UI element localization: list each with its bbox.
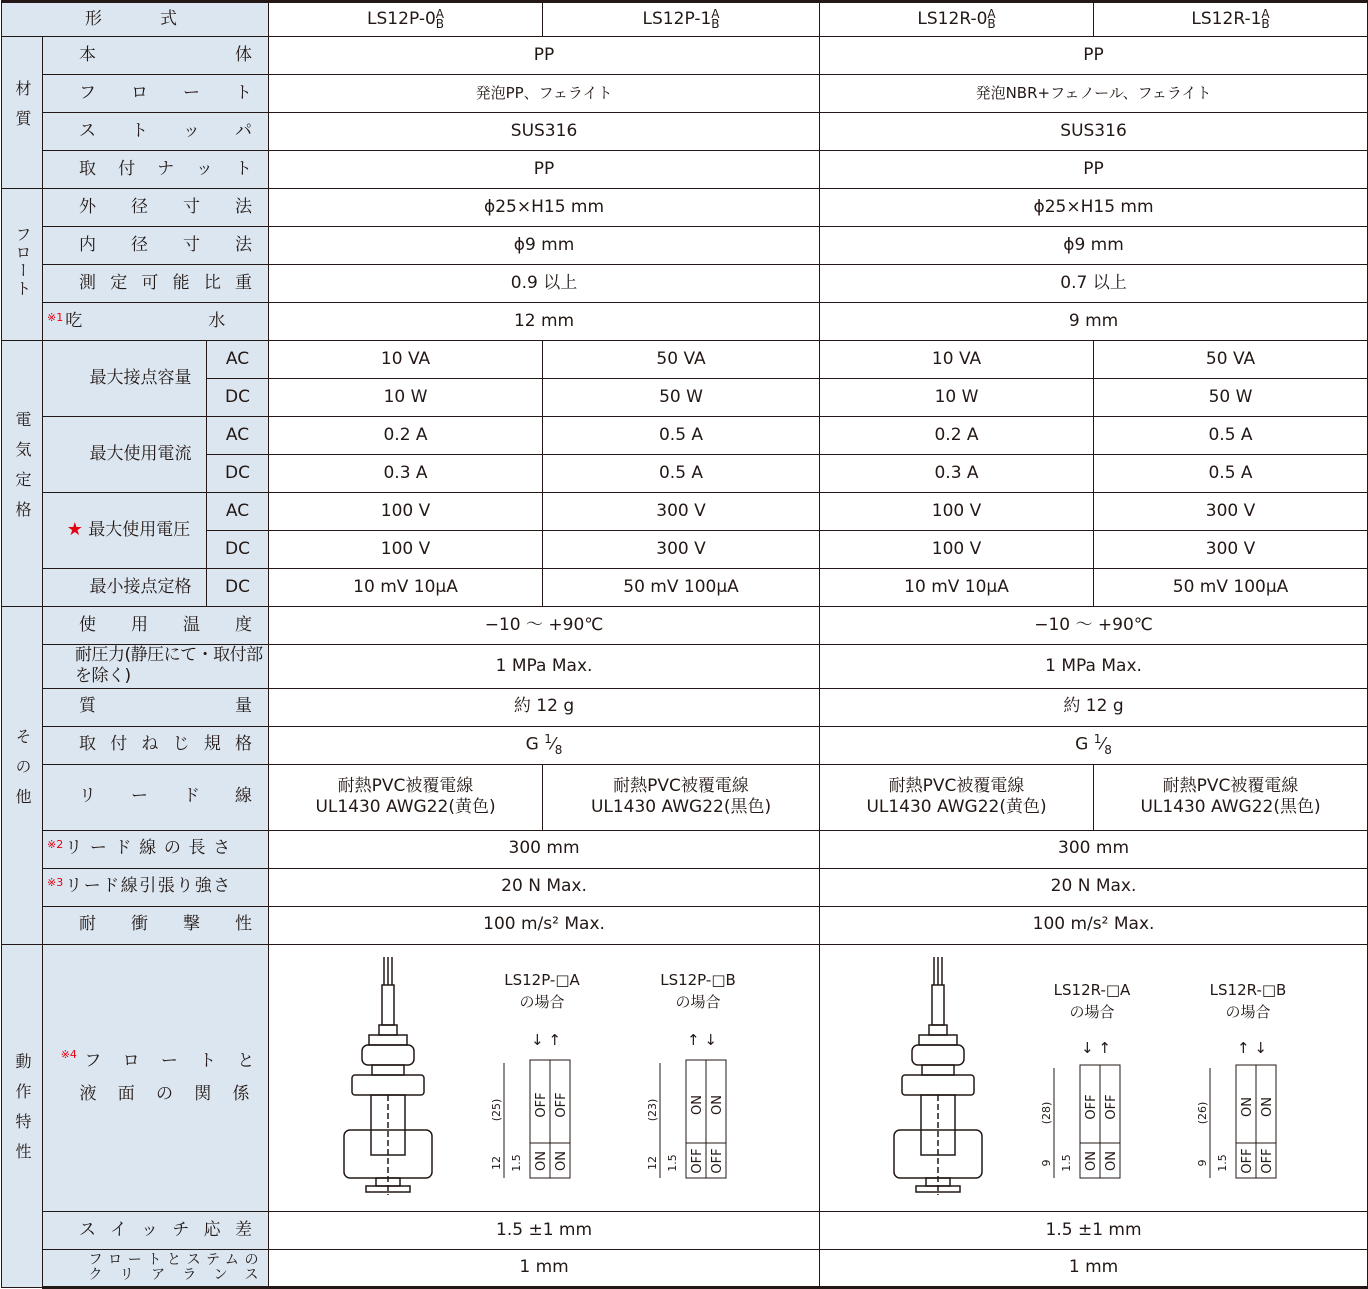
cell-value: 0.7 以上 bbox=[820, 265, 1368, 303]
cell-value: 0.5 A bbox=[1094, 455, 1368, 493]
row-label: 本体 bbox=[43, 37, 269, 75]
row-label bbox=[43, 944, 269, 1211]
diagram-title-a: LS12R-□A bbox=[1053, 980, 1130, 999]
row-label: 質量 bbox=[43, 688, 269, 726]
cell-value: 50 mV 100μA bbox=[1094, 569, 1368, 607]
row-label bbox=[43, 868, 269, 906]
cell-value: 10 VA bbox=[820, 341, 1094, 379]
float-diagram bbox=[824, 945, 1364, 1205]
dimension-label: 1.5 bbox=[666, 1153, 680, 1172]
cell-value: ϕ25×H15 mm bbox=[269, 189, 820, 227]
cell-value: 10 W bbox=[269, 379, 543, 417]
cell-value: 300 V bbox=[1094, 493, 1368, 531]
off-label: OFF bbox=[534, 1091, 550, 1118]
row-label: 最大使用電流 bbox=[43, 417, 207, 493]
diagram-title-b: LS12P-□B bbox=[660, 970, 736, 989]
cell-value: 100 V bbox=[820, 493, 1094, 531]
row-label-text: リード線引張り強さ bbox=[65, 876, 231, 897]
row-label bbox=[43, 830, 269, 868]
model-suffix: A B bbox=[711, 6, 720, 31]
cell-value: 100 V bbox=[820, 531, 1094, 569]
category-electrical: 電気定格 bbox=[2, 341, 43, 607]
cell-value: 100 m/s² Max. bbox=[269, 906, 820, 944]
row-label: 内径寸法 bbox=[43, 227, 269, 265]
cell-value: 0.2 A bbox=[269, 417, 543, 455]
cell-value: 0.2 A bbox=[820, 417, 1094, 455]
dc-label: DC bbox=[207, 569, 269, 607]
cell-value: PP bbox=[269, 151, 820, 189]
row-label: 最小接点定格 bbox=[43, 569, 207, 607]
row-label-text: 液面の関係 bbox=[79, 1083, 250, 1104]
cell-value: 耐熱PVC被覆電線 UL1430 AWG22(黄色) bbox=[820, 764, 1094, 830]
on-label: ON bbox=[690, 1094, 706, 1115]
dimension-label: 12 bbox=[490, 1155, 504, 1170]
dimension-label: (26) bbox=[1195, 1101, 1209, 1124]
diagram-subtitle-a: の場合 bbox=[519, 992, 565, 1011]
model-header bbox=[543, 2, 820, 37]
cell-value: 10 mV 10μA bbox=[269, 569, 543, 607]
cell-value: PP bbox=[820, 37, 1368, 75]
cell-value: 50 VA bbox=[543, 341, 820, 379]
model-suffix: A B bbox=[435, 6, 445, 31]
off-label: OFF bbox=[1103, 1093, 1119, 1120]
cell-value: 0.3 A bbox=[820, 455, 1094, 493]
row-label-text: フロートとステムの bbox=[88, 1252, 259, 1269]
cell-value: −10 〜 +90℃ bbox=[820, 607, 1368, 645]
cell-value: 1 MPa Max. bbox=[269, 645, 820, 689]
model-suffix: A B bbox=[1261, 6, 1270, 31]
diagram-subtitle-b: の場合 bbox=[1225, 1002, 1271, 1021]
on-label: ON bbox=[534, 1150, 550, 1171]
cell-value: 1.5 ±1 mm bbox=[820, 1211, 1368, 1249]
category-material: 材質 bbox=[2, 37, 43, 189]
ac-label: AC bbox=[207, 493, 269, 531]
off-label: OFF bbox=[1083, 1093, 1099, 1120]
row-label-text: フロートと bbox=[84, 1051, 255, 1072]
cell-value: 100 V bbox=[269, 493, 543, 531]
relation-diagram-p bbox=[269, 944, 820, 1211]
cell-value: 1 MPa Max. bbox=[820, 645, 1368, 689]
off-label: OFF bbox=[554, 1091, 570, 1118]
diagram-title-a: LS12P-□A bbox=[504, 970, 580, 989]
off-label: OFF bbox=[710, 1147, 726, 1174]
on-label: ON bbox=[1103, 1150, 1119, 1171]
cell-value: 300 V bbox=[1094, 531, 1368, 569]
cell-value: 耐熱PVC被覆電線 UL1430 AWG22(黄色) bbox=[269, 764, 543, 830]
row-label-text: リード線の長さ bbox=[65, 838, 231, 859]
on-label: ON bbox=[710, 1094, 726, 1115]
cell-value: 50 W bbox=[543, 379, 820, 417]
cell-value: 100 m/s² Max. bbox=[820, 906, 1368, 944]
row-label: 耐衝撃性 bbox=[43, 906, 269, 944]
form-header: 形 式 bbox=[2, 2, 269, 37]
cell-value: 50 mV 100μA bbox=[543, 569, 820, 607]
cell-value: 約 12 g bbox=[820, 688, 1368, 726]
dimension-label: 12 bbox=[646, 1155, 660, 1170]
cell-value: 0.5 A bbox=[543, 417, 820, 455]
cell-value: ϕ9 mm bbox=[820, 227, 1368, 265]
dimension-label: 1.5 bbox=[510, 1153, 524, 1172]
dimension-label: 1.5 bbox=[1059, 1153, 1073, 1172]
cell-value: 9 mm bbox=[820, 303, 1368, 341]
cell-value: ϕ25×H15 mm bbox=[820, 189, 1368, 227]
model-name: LS12R-0 bbox=[917, 8, 988, 29]
model-header bbox=[269, 2, 543, 37]
arrow-icon: ↑ ↓ bbox=[687, 1030, 717, 1049]
row-label bbox=[43, 303, 269, 341]
diagram-subtitle-b: の場合 bbox=[675, 992, 721, 1011]
float-switch-drawing bbox=[894, 957, 982, 1195]
model-header bbox=[1094, 2, 1368, 37]
cell-value: 50 W bbox=[1094, 379, 1368, 417]
row-label: 取付ナット bbox=[43, 151, 269, 189]
model-name: LS12P-0 bbox=[367, 8, 436, 29]
arrow-icon: ↓ ↑ bbox=[1080, 1038, 1111, 1057]
off-label: OFF bbox=[1239, 1147, 1255, 1174]
ac-label: AC bbox=[207, 417, 269, 455]
cell-value: G $^1⁄_8$ bbox=[269, 726, 820, 764]
cell-value: 300 V bbox=[543, 531, 820, 569]
row-label bbox=[43, 493, 207, 569]
relation-diagram-r bbox=[820, 944, 1368, 1211]
dc-label: DC bbox=[207, 379, 269, 417]
row-label: リード線 bbox=[43, 764, 269, 830]
cell-value: 100 V bbox=[269, 531, 543, 569]
cell-value: 0.3 A bbox=[269, 455, 543, 493]
cell-value: 1.5 ±1 mm bbox=[269, 1211, 820, 1249]
cell-value: G $^1⁄_8$ bbox=[820, 726, 1368, 764]
category-operation: 動作特性 bbox=[2, 944, 43, 1287]
spec-table bbox=[1, 0, 1368, 1289]
cell-value: 10 VA bbox=[269, 341, 543, 379]
cell-value: 0.5 A bbox=[543, 455, 820, 493]
star-icon: ★ bbox=[66, 519, 83, 541]
cell-value: 50 VA bbox=[1094, 341, 1368, 379]
cell-value: PP bbox=[820, 151, 1368, 189]
row-label-text: クリアランス bbox=[88, 1266, 259, 1283]
cell-value: 20 N Max. bbox=[269, 868, 820, 906]
cell-value: 発泡PP、フェライト bbox=[269, 75, 820, 113]
cell-value: 1 mm bbox=[269, 1249, 820, 1287]
row-label: スイッチ応差 bbox=[43, 1211, 269, 1249]
on-label: ON bbox=[1083, 1150, 1099, 1171]
note-mark: ※3 bbox=[47, 876, 64, 890]
on-label: ON bbox=[1259, 1096, 1275, 1117]
row-label bbox=[43, 1249, 269, 1287]
ac-label: AC bbox=[207, 341, 269, 379]
cell-value: 10 mV 10μA bbox=[820, 569, 1094, 607]
row-label: 外径寸法 bbox=[43, 189, 269, 227]
model-suffix: A B bbox=[987, 6, 996, 31]
dc-label: DC bbox=[207, 531, 269, 569]
cell-value: SUS316 bbox=[269, 113, 820, 151]
dimension-label: (25) bbox=[490, 1098, 504, 1121]
cell-value: 300 mm bbox=[820, 830, 1368, 868]
cell-value: 12 mm bbox=[269, 303, 820, 341]
off-label: OFF bbox=[1259, 1147, 1275, 1174]
dimension-label: (28) bbox=[1039, 1101, 1053, 1124]
arrow-icon: ↓ ↑ bbox=[531, 1030, 561, 1049]
dimension-label: (23) bbox=[646, 1098, 660, 1121]
float-diagram bbox=[274, 945, 814, 1205]
row-label: フロート bbox=[43, 75, 269, 113]
float-switch-drawing bbox=[344, 957, 432, 1195]
dimension-label: 9 bbox=[1039, 1159, 1053, 1166]
row-label: 最大接点容量 bbox=[43, 341, 207, 417]
note-mark: ※2 bbox=[47, 838, 64, 852]
note-mark: ※4 bbox=[60, 1048, 77, 1062]
cell-value: 1 mm bbox=[820, 1249, 1368, 1287]
cell-value: 耐熱PVC被覆電線 UL1430 AWG22(黒色) bbox=[1094, 764, 1368, 830]
model-header bbox=[820, 2, 1094, 37]
cell-value: 0.9 以上 bbox=[269, 265, 820, 303]
cell-value: 300 V bbox=[543, 493, 820, 531]
cell-value: 耐熱PVC被覆電線 UL1430 AWG22(黒色) bbox=[543, 764, 820, 830]
off-label: OFF bbox=[690, 1147, 706, 1174]
model-name: LS12P-1 bbox=[642, 8, 712, 29]
row-label: 耐圧力(静圧にて・取付部を除く) bbox=[43, 645, 269, 689]
on-label: ON bbox=[1239, 1096, 1255, 1117]
row-label: 使用温度 bbox=[43, 607, 269, 645]
cell-value: SUS316 bbox=[820, 113, 1368, 151]
cell-value: −10 〜 +90℃ bbox=[269, 607, 820, 645]
arrow-icon: ↑ ↓ bbox=[1236, 1038, 1267, 1057]
dimension-label: 9 bbox=[1195, 1159, 1209, 1166]
category-float: フロート bbox=[2, 189, 43, 341]
row-label-text: 吃水 bbox=[65, 310, 226, 331]
dc-label: DC bbox=[207, 455, 269, 493]
cell-value: ϕ9 mm bbox=[269, 227, 820, 265]
model-name: LS12R-1 bbox=[1191, 8, 1262, 29]
cell-value: 約 12 g bbox=[269, 688, 820, 726]
cell-value: 300 mm bbox=[269, 830, 820, 868]
cell-value: 発泡NBR+フェノール、フェライト bbox=[820, 75, 1368, 113]
cell-value: 0.5 A bbox=[1094, 417, 1368, 455]
cell-value: PP bbox=[269, 37, 820, 75]
row-label: ストッパ bbox=[43, 113, 269, 151]
row-label-text: 最大使用電圧 bbox=[88, 520, 191, 541]
cell-value: 10 W bbox=[820, 379, 1094, 417]
diagram-subtitle-a: の場合 bbox=[1069, 1002, 1115, 1021]
category-other: その他 bbox=[2, 607, 43, 945]
cell-value: 20 N Max. bbox=[820, 868, 1368, 906]
row-label: 測定可能比重 bbox=[43, 265, 269, 303]
note-mark: ※1 bbox=[47, 310, 64, 324]
dimension-label: 1.5 bbox=[1215, 1153, 1229, 1172]
diagram-title-b: LS12R-□B bbox=[1209, 980, 1286, 999]
row-label: 取付ねじ規格 bbox=[43, 726, 269, 764]
on-label: ON bbox=[554, 1150, 570, 1171]
